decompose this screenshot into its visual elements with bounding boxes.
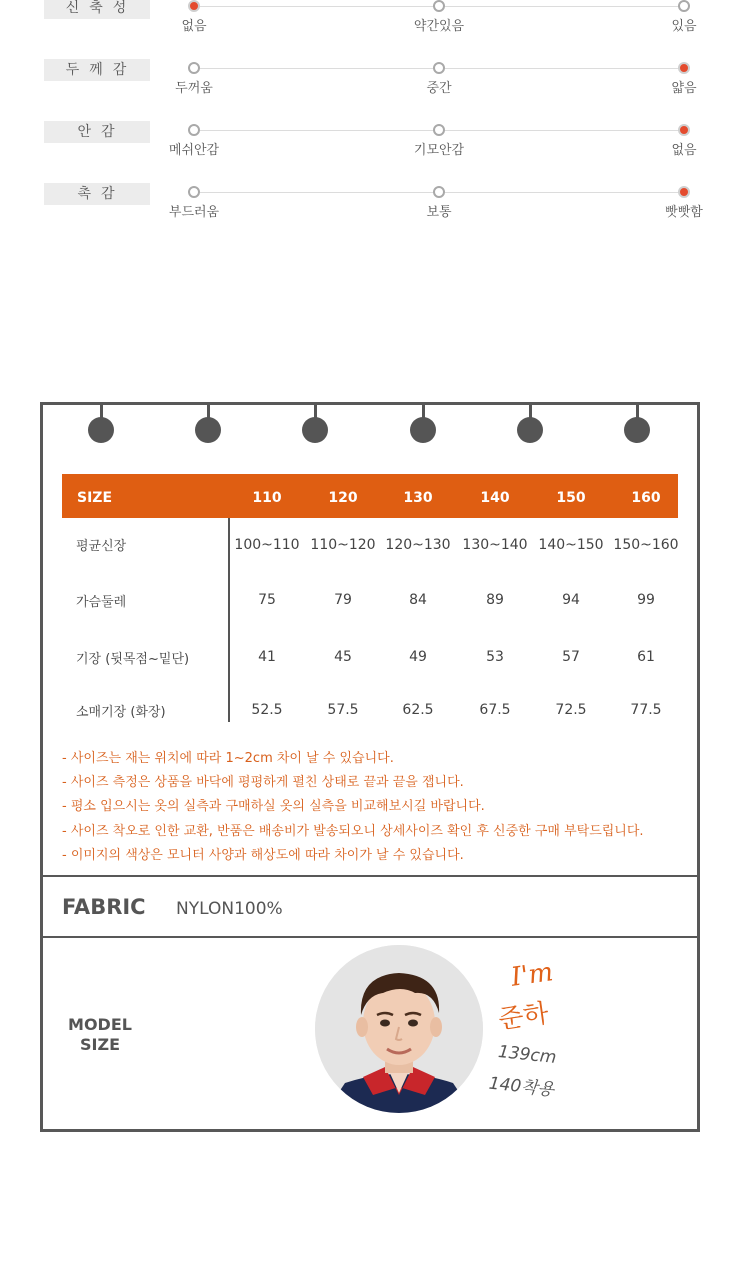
row-label: 소매기장 (화장): [76, 705, 166, 720]
model-photo: [315, 945, 483, 1113]
scale-dot-icon: [188, 186, 200, 198]
attribute-option: 두꺼움: [175, 81, 213, 96]
size-note: - 이미지의 색상은 모니터 사양과 해상도에 따라 차이가 날 수 있습니다.: [62, 847, 464, 863]
binder-ring-icon: [88, 417, 114, 443]
size-column-header: 160: [631, 490, 661, 506]
binder-ring-icon: [517, 417, 543, 443]
attribute-option: 부드러움: [168, 205, 220, 220]
scale-dot-icon: [678, 0, 690, 12]
size-column-header: 150: [556, 490, 586, 506]
table-cell: 79: [334, 592, 352, 608]
attribute-option: 보통: [426, 205, 452, 220]
table-cell: 67.5: [479, 702, 511, 718]
selected-dot-icon: [188, 0, 200, 12]
selected-dot-icon: [678, 62, 690, 74]
attribute-option: 기모안감: [413, 143, 465, 158]
size-notes: [62, 747, 682, 868]
size-note: - 사이즈 착오로 인한 교환, 반품은 배송비가 발송되오니 상세사이즈 확인 후 신중한 구매 부탁드립니다.: [62, 823, 644, 839]
binder-ring-icon: [302, 417, 328, 443]
table-cell: 120~130: [385, 537, 451, 553]
model-im-text: I'm: [509, 957, 555, 993]
table-cell: 84: [409, 592, 427, 608]
table-cell: 89: [486, 592, 504, 608]
attribute-option: 있음: [671, 19, 697, 34]
model-name: 준하: [496, 998, 551, 1036]
attribute-option: 메쉬안감: [168, 143, 220, 158]
table-cell: 57.5: [327, 702, 359, 718]
attribute-option: 얇음: [671, 81, 697, 96]
scale-dot-icon: [433, 124, 445, 136]
fabric-label: FABRIC: [62, 895, 146, 919]
table-cell: 99: [637, 592, 655, 608]
table-cell: 45: [334, 649, 352, 665]
size-column-header: 110: [252, 490, 282, 506]
table-cell: 52.5: [251, 702, 283, 718]
divider: [43, 936, 697, 938]
binder-ring-icon: [624, 417, 650, 443]
binder-ring-icon: [195, 417, 221, 443]
table-cell: 62.5: [402, 702, 434, 718]
size-table-header: [62, 474, 678, 518]
attribute-row: [0, 0, 750, 37]
table-cell: 110~120: [310, 537, 376, 553]
selected-dot-icon: [678, 186, 690, 198]
size-note: - 사이즈는 재는 위치에 따라 1~2cm 차이 날 수 있습니다.: [62, 751, 394, 766]
table-cell: 61: [637, 649, 655, 665]
attribute-row: [0, 183, 750, 223]
attribute-option: 약간있음: [413, 19, 465, 34]
model-size-label: MODEL SIZE: [68, 1015, 132, 1054]
table-cell: 49: [409, 649, 427, 665]
fabric-value: NYLON100%: [176, 899, 283, 919]
model-wearing: 140착용: [487, 1073, 555, 1101]
table-cell: 72.5: [555, 702, 587, 718]
row-label: 가슴둘레: [76, 595, 127, 610]
attribute-option: 중간: [426, 81, 452, 96]
attribute-row: [0, 59, 750, 99]
size-column-header: 130: [403, 490, 433, 506]
size-chart-card: [40, 402, 700, 1132]
attribute-option: 빳빳함: [665, 205, 703, 220]
table-cell: 94: [562, 592, 580, 608]
table-row: [43, 535, 697, 565]
scale-dot-icon: [188, 62, 200, 74]
table-cell: 53: [486, 649, 504, 665]
table-cell: 100~110: [234, 537, 300, 553]
size-note: - 사이즈 측정은 상품을 바닥에 평평하게 펼친 상태로 끝과 끝을 잽니다.: [62, 775, 464, 791]
attribute-row: [0, 121, 750, 161]
table-row: [43, 591, 697, 621]
table-cell: 41: [258, 649, 276, 665]
table-row: [43, 648, 697, 678]
table-cell: 75: [258, 592, 276, 608]
table-row: [43, 701, 697, 731]
row-label: 평균신장: [76, 539, 127, 554]
row-label: 기장 (뒷목점~밑단): [76, 652, 190, 667]
attribute-label: 안감: [44, 121, 150, 143]
attribute-option: 없음: [671, 143, 697, 158]
size-header-label: SIZE: [77, 490, 113, 506]
scale-dot-icon: [188, 124, 200, 136]
attribute-label: 촉감: [44, 183, 150, 205]
selected-dot-icon: [678, 124, 690, 136]
size-note: - 평소 입으시는 옷의 실측과 구매하실 옷의 실측을 비교해보시길 바랍니다.: [62, 799, 485, 815]
size-column-header: 140: [480, 490, 510, 506]
boy-portrait-icon: [315, 945, 483, 1113]
attribute-label: 두께감: [44, 59, 150, 81]
attribute-label: 신축성: [44, 0, 150, 19]
scale-dot-icon: [433, 186, 445, 198]
size-column-header: 120: [328, 490, 358, 506]
table-cell: 150~160: [613, 537, 679, 553]
model-height: 139cm: [497, 1042, 558, 1068]
table-cell: 130~140: [462, 537, 528, 553]
table-cell: 77.5: [630, 702, 662, 718]
table-cell: 57: [562, 649, 580, 665]
scale-dot-icon: [433, 62, 445, 74]
scale-dot-icon: [433, 0, 445, 12]
divider: [43, 875, 697, 877]
table-cell: 140~150: [538, 537, 604, 553]
binder-ring-icon: [410, 417, 436, 443]
attribute-option: 없음: [181, 19, 207, 34]
